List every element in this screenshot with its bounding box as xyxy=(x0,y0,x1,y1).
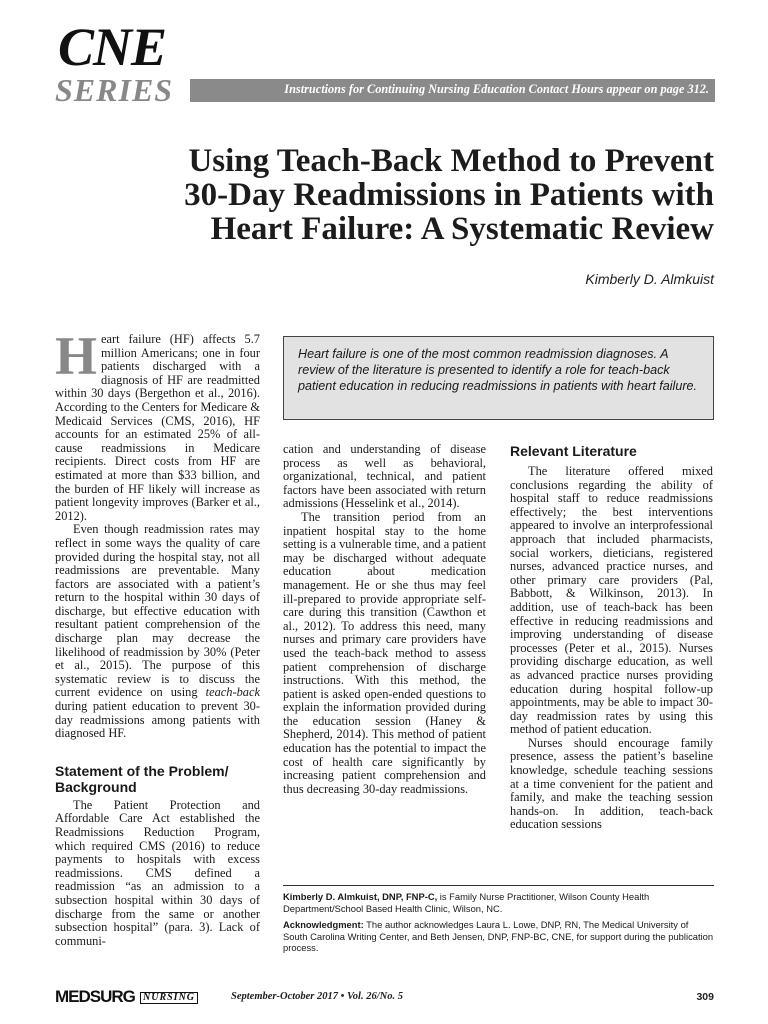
author-bio xyxy=(283,885,714,959)
purpose-emphasis: teach-back xyxy=(205,685,260,700)
abstract-box: Heart failure is one of the most common readmission diagnoses. A review of the literature is presented to identify a role for teach-back patient education in reducing readmissions in patients with heart failure. xyxy=(283,336,714,420)
title-line: 30-Day Readmissions in Patients with xyxy=(184,177,714,213)
acknowledgment xyxy=(283,919,714,954)
literature-paragraph-1: The literature offered mixed conclusions regarding the ability of hospital staff to reduce readmissions effectively; the best interventions appeared to involve an interprofessional approach that included pharmacists, social workers, dieticians, registered nurses, advanced practice nurses, and other primary care providers (Pal, Babbott, & Wilkinson, 2013). In addition, use of teach-back has been effective in reducing readmissions and improving understanding of disease processes (Peter et al., 2015). Nurses providing discharge education, as well as advanced practice nurses providing education during hospital follow-up appointments, may be able to impact 30-day readmission rates by using this method of patient education. xyxy=(510,464,713,737)
bio-author-text: is Family Nurse Practitioner, Wilson County Health Department/School Based Health Clinic, Wilson, NC. xyxy=(283,891,650,914)
column-3 xyxy=(510,443,713,832)
section-heading-problem: Statement of the Problem/ Background xyxy=(55,762,229,795)
cne-instructions-text: Instructions for Continuing Nursing Education Contact Hours appear on page 312. xyxy=(284,82,709,96)
purpose-text-a: Even though readmission rates may reflect in some ways the quality of care provided during the hospital stay, not all readmissions are preventable. Many factors are associated with a patient’s return to the hospital within 30 days of discharge, but effective education with resultant patient comprehension of the discharge plan may decrease the likelihood of readmission by 30% (Peter et al., 2015). The purpose of this systematic review is to discuss the current evidence on using xyxy=(55,522,260,700)
col2-paragraph-2: The transition period from an inpatient hospital stay to the home setting is a vulnerable time, and a patient may be discharged without adequate education about medication management. He or she thus may feel ill-prepared to provide appropriate self-care during this transition (Cawthon et al., 2012). To address this need, many nurses and primary care providers have used the teach-back method to assess patient comprehension of discharge instructions. With this method, the patient is asked open-ended questions to explain the information provided during the education session (Haney & Shepherd, 2014). This method of patient education has the potential to impact the cost of health care significantly by increasing patient comprehension and thus decreasing 30-day readmissions. xyxy=(283,509,487,796)
intro-text: eart failure (HF) affects 5.7 million Americans; one in four patients discharged with a diagnosis of HF are readmitted within 30 days (Bergethon et al., 2016). According to the Centers for Medicare & Medicaid Services (CMS, 2016), HF accounts for an estimated 25% of all-cause readmissions in Medicare recipients. Direct costs from HF are estimated at more than $33 billion, and the burden of HF likely will increase as patient longevity improves (Barker et al., 2012). xyxy=(55,332,260,523)
column-2 xyxy=(283,443,486,796)
article-author: Kimberly D. Almkuist xyxy=(585,271,714,287)
page-number: 309 xyxy=(696,991,714,1003)
purpose-paragraph xyxy=(55,523,260,741)
intro-paragraph xyxy=(55,326,260,523)
problem-paragraph: The Patient Protection and Affordable Care Act established the Readmissions Reduction Program, which required CMS (2016) to reduce payments to hospitals with excess readmissions. CMS defined a readmission “as an admission to a subsection hospital within 30 days of discharge from the same or another subsection hospital” (para. 3). Lack of communi- xyxy=(55,797,260,948)
logo-series-text: SERIES xyxy=(55,72,174,108)
issue-info: September-October 2017 • Vol. 26/No. 5 xyxy=(231,991,403,1002)
cne-instructions-banner xyxy=(190,79,715,102)
col2-paragraph-1: cation and understanding of disease process as well as behavioral, organizational, technical, and patient factors have been associated with return admissions (Hesselink et al., 2014). xyxy=(283,442,486,511)
ack-label: Acknowledgment: xyxy=(283,919,364,930)
column-1 xyxy=(55,326,260,948)
bio-author-name: Kimberly D. Almkuist, DNP, FNP-C, xyxy=(283,891,438,902)
journal-logo-sub: NURSING xyxy=(140,992,198,1004)
title-line: Using Teach-Back Method to Prevent xyxy=(188,143,714,179)
logo-cne-text: CNE xyxy=(58,17,167,77)
author-affiliation xyxy=(283,891,714,914)
ack-text: The author acknowledges Laura L. Lowe, DNP, RN, The Medical University of South Carolina Writing Center, and Beth Jensen, DNP, FNP-BC, CNE, for support during the publication process. xyxy=(283,919,714,953)
title-line: Heart Failure: A Systematic Review xyxy=(210,211,714,247)
article-title xyxy=(34,144,714,246)
drop-cap: H xyxy=(55,326,98,386)
literature-paragraph-2: Nurses should encourage family presence, assess the patient’s baseline knowledge, schedule teaching sessions at a time convenient for the patient and family, and make the teaching session hands-on. In addition, teach-back education sessions xyxy=(510,735,713,832)
purpose-text-b: during patient education to prevent 30-day readmissions among patients with diagnosed HF. xyxy=(55,699,260,741)
journal-logo-main: MEDSURG xyxy=(55,987,135,1006)
page-footer xyxy=(55,987,714,1007)
section-heading-literature: Relevant Literature xyxy=(510,443,637,459)
